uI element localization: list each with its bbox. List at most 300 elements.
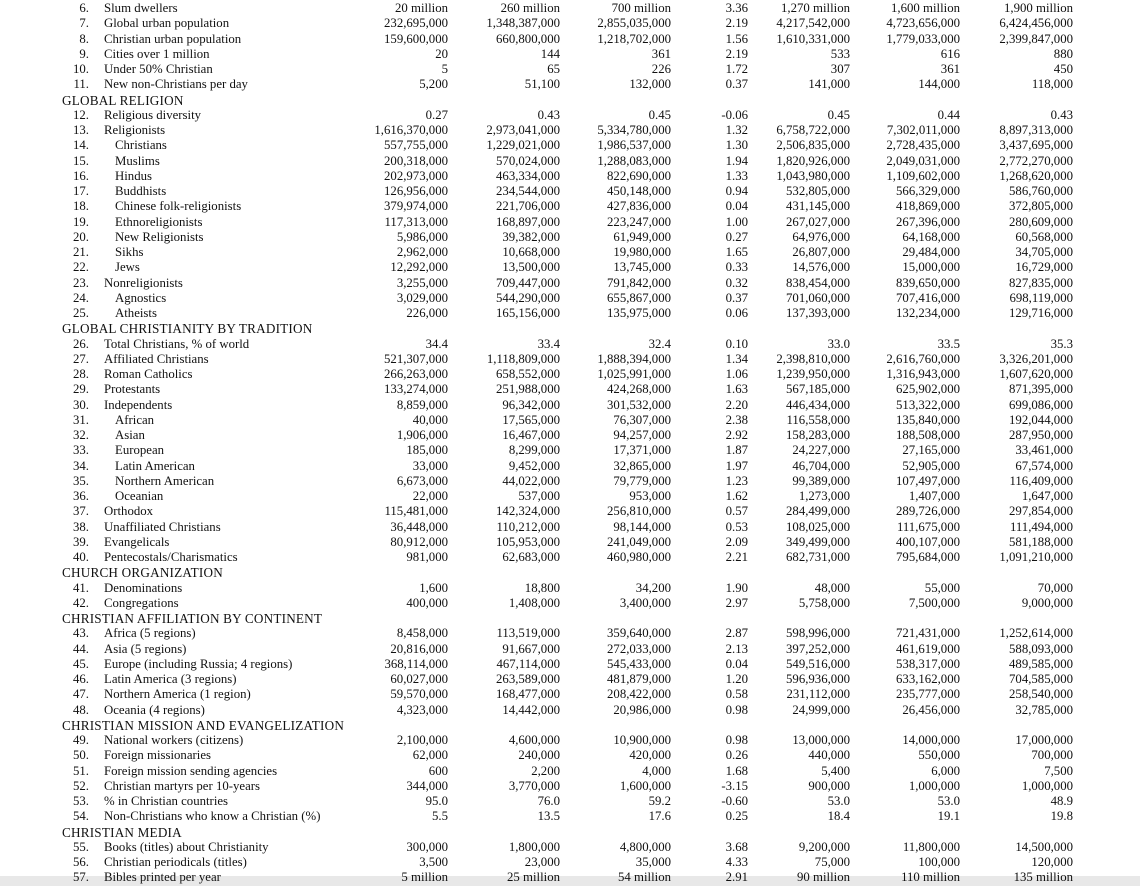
value-cell: 6,758,722,000 — [776, 123, 850, 137]
value-cell: 5,758,000 — [798, 595, 850, 610]
value-cell: 586,760,000 — [1009, 184, 1073, 198]
table-row — [0, 428, 1140, 443]
row-number: 33. — [73, 443, 89, 458]
value-cell: 5 — [441, 62, 448, 76]
value-cell: 3.68 — [725, 839, 748, 854]
value-cell: 1,647,000 — [1021, 489, 1073, 503]
value-cell: 118,000 — [1031, 77, 1073, 92]
value-cell: 95.0 — [425, 794, 448, 808]
value-cell: 1.63 — [725, 382, 748, 397]
row-number: 55. — [73, 839, 89, 854]
value-cell: 221,706,000 — [496, 199, 560, 214]
row-label: Christians — [115, 138, 167, 153]
value-cell: 12,292,000 — [390, 260, 448, 275]
value-cell: 1,820,926,000 — [776, 153, 850, 168]
value-cell: 5,986,000 — [396, 229, 448, 244]
value-cell: 135,840,000 — [896, 412, 960, 427]
table-row — [0, 352, 1140, 367]
row-label: Northern American — [115, 473, 215, 488]
table-row — [0, 474, 1140, 489]
value-cell: 19.1 — [937, 809, 960, 824]
value-cell: 116,409,000 — [1009, 473, 1073, 488]
value-cell: 132,000 — [629, 77, 671, 92]
value-cell: 64,168,000 — [902, 229, 960, 244]
value-cell: 105,953,000 — [496, 534, 560, 549]
value-cell: 13,745,000 — [613, 260, 671, 275]
row-label: Non-Christians who know a Christian (%) — [104, 809, 321, 824]
value-cell: 223,247,000 — [607, 214, 671, 229]
table-row — [0, 779, 1140, 794]
row-number: 41. — [73, 580, 89, 595]
value-cell: 400,107,000 — [896, 534, 960, 549]
value-cell: 67,574,000 — [1015, 458, 1073, 473]
value-cell: 0.25 — [725, 809, 748, 824]
value-cell: 431,145,000 — [786, 199, 850, 214]
value-cell: 4,600,000 — [508, 733, 560, 747]
value-cell: 33.0 — [827, 336, 850, 351]
value-cell: 108,025,000 — [786, 519, 850, 534]
row-label: Slum dwellers — [104, 1, 178, 15]
value-cell: 953,000 — [629, 489, 671, 503]
value-cell: 33,461,000 — [1015, 443, 1073, 458]
value-cell: 17.6 — [648, 809, 671, 824]
value-cell: 1,610,331,000 — [776, 31, 850, 46]
table-row — [0, 123, 1140, 138]
value-cell: 570,024,000 — [496, 153, 560, 168]
table-row — [0, 642, 1140, 657]
value-cell: 537,000 — [518, 489, 560, 503]
value-cell: 361 — [940, 62, 960, 76]
value-cell: 359,640,000 — [607, 626, 671, 641]
value-cell: 64,976,000 — [792, 229, 850, 244]
row-label: Europe (including Russia; 4 regions) — [104, 656, 293, 671]
value-cell: 2.21 — [725, 550, 748, 564]
value-cell: 5,400 — [821, 763, 850, 778]
value-cell: 165,156,000 — [496, 306, 560, 320]
value-cell: 301,532,000 — [607, 397, 671, 412]
row-number: 12. — [73, 107, 89, 122]
value-cell: 2.92 — [725, 428, 748, 442]
row-label: Books (titles) about Christianity — [104, 839, 269, 854]
value-cell: 159,600,000 — [384, 31, 448, 46]
table-row — [0, 245, 1140, 260]
row-label: Congregations — [104, 595, 179, 610]
section-heading: CHRISTIAN MEDIA — [62, 824, 182, 840]
value-cell: 0.94 — [725, 184, 748, 198]
value-cell: 420,000 — [629, 748, 671, 763]
value-cell: 5,200 — [419, 77, 448, 92]
section-heading: GLOBAL RELIGION — [62, 92, 184, 108]
value-cell: 158,283,000 — [786, 428, 850, 442]
row-number: 43. — [73, 626, 89, 641]
value-cell: 2,973,041,000 — [486, 123, 560, 137]
value-cell: 20,816,000 — [390, 641, 448, 656]
value-cell: 26,456,000 — [902, 702, 960, 717]
value-cell: 0.45 — [827, 107, 850, 122]
value-cell: 267,027,000 — [786, 214, 850, 229]
table-row — [0, 276, 1140, 291]
row-number: 14. — [73, 138, 89, 153]
value-cell: 1.94 — [725, 153, 748, 168]
value-cell: 260 million — [500, 1, 560, 15]
row-label: Roman Catholics — [104, 367, 193, 381]
value-cell: 62,000 — [412, 748, 448, 763]
table-row — [0, 504, 1140, 519]
row-label: Northern America (1 region) — [104, 687, 251, 702]
value-cell: 1,616,370,000 — [374, 123, 448, 137]
value-cell: 460,980,000 — [607, 550, 671, 564]
value-cell: 61,949,000 — [613, 229, 671, 244]
row-number: 46. — [73, 672, 89, 686]
value-cell: 1,270 million — [781, 1, 850, 15]
value-cell: 0.58 — [725, 687, 748, 702]
value-cell: 126,956,000 — [384, 184, 448, 198]
row-number: 10. — [73, 62, 89, 76]
table-row — [0, 62, 1140, 77]
value-cell: 0.43 — [1050, 107, 1073, 122]
value-cell: 90 million — [797, 870, 850, 885]
value-cell: 18,800 — [524, 580, 560, 595]
value-cell: 60,568,000 — [1015, 229, 1073, 244]
value-cell: 59.2 — [648, 794, 671, 808]
row-number: 50. — [73, 748, 89, 763]
value-cell: 1.34 — [725, 351, 748, 366]
value-cell: 8,859,000 — [396, 397, 448, 412]
table-row — [0, 520, 1140, 535]
row-number: 16. — [73, 168, 89, 183]
value-cell: 361 — [651, 46, 671, 61]
value-cell: 1.65 — [725, 245, 748, 259]
value-cell: 2,728,435,000 — [886, 138, 960, 153]
value-cell: 24,999,000 — [792, 702, 850, 717]
value-cell: 52,905,000 — [902, 458, 960, 473]
value-cell: 14,500,000 — [1015, 839, 1073, 854]
value-cell: 1,779,033,000 — [886, 31, 960, 46]
row-label: Under 50% Christian — [104, 62, 213, 76]
value-cell: 871,395,000 — [1009, 382, 1073, 397]
value-cell: 1,000,000 — [1021, 778, 1073, 793]
value-cell: -3.15 — [721, 778, 748, 793]
value-cell: 1,025,991,000 — [597, 367, 671, 381]
value-cell: 1.62 — [725, 489, 748, 503]
value-cell: 0.37 — [725, 77, 748, 92]
section-heading: GLOBAL CHRISTIANITY BY TRADITION — [62, 321, 313, 337]
table-row — [0, 413, 1140, 428]
row-number: 9. — [79, 46, 89, 61]
row-label: Christian periodicals (titles) — [104, 855, 247, 869]
table-row — [0, 443, 1140, 458]
value-cell: 135 million — [1013, 870, 1073, 885]
row-number: 34. — [73, 458, 89, 473]
value-cell: 2.87 — [725, 626, 748, 641]
value-cell: 2,772,270,000 — [999, 153, 1073, 168]
value-cell: 3,400,000 — [619, 595, 671, 610]
value-cell: 32,865,000 — [613, 458, 671, 473]
value-cell: 1.87 — [725, 443, 748, 458]
value-cell: 8,897,313,000 — [999, 123, 1073, 137]
value-cell: 4,723,656,000 — [886, 16, 960, 31]
value-cell: 168,897,000 — [496, 214, 560, 229]
value-cell: 53.0 — [937, 794, 960, 808]
value-cell: 1.97 — [725, 458, 748, 473]
value-cell: 550,000 — [918, 748, 960, 763]
value-cell: 538,317,000 — [896, 656, 960, 671]
row-label: Sikhs — [115, 245, 144, 259]
row-label: Affiliated Christians — [104, 351, 209, 366]
row-number: 42. — [73, 595, 89, 610]
value-cell: 46,704,000 — [792, 458, 850, 473]
value-cell: 2.20 — [725, 397, 748, 412]
value-cell: 700,000 — [1031, 748, 1073, 763]
value-cell: 1,600 million — [891, 1, 960, 15]
value-cell: 400,000 — [406, 595, 448, 610]
value-cell: 144,000 — [918, 77, 960, 92]
value-cell: 29,484,000 — [902, 245, 960, 259]
table-row — [0, 382, 1140, 397]
value-cell: 616 — [940, 46, 960, 61]
value-cell: 272,033,000 — [607, 641, 671, 656]
table-row — [0, 154, 1140, 169]
value-cell: 3,029,000 — [396, 290, 448, 305]
value-cell: 17,000,000 — [1015, 733, 1073, 747]
value-cell: 0.44 — [937, 107, 960, 122]
value-cell: 110 million — [901, 870, 960, 885]
value-cell: 838,454,000 — [786, 275, 850, 290]
table-row — [0, 672, 1140, 687]
value-cell: 241,049,000 — [607, 534, 671, 549]
value-cell: 707,416,000 — [896, 290, 960, 305]
value-cell: 53.0 — [827, 794, 850, 808]
value-cell: 5 million — [401, 870, 448, 885]
table-row — [0, 108, 1140, 123]
table-row — [0, 581, 1140, 596]
value-cell: 6,424,456,000 — [999, 16, 1073, 31]
value-cell: 450 — [1053, 62, 1073, 76]
value-cell: 0.06 — [725, 306, 748, 320]
value-cell: 188,508,000 — [896, 428, 960, 442]
value-cell: 18.4 — [827, 809, 850, 824]
value-cell: 545,433,000 — [607, 656, 671, 671]
value-cell: 4,323,000 — [396, 702, 448, 717]
row-label: Cities over 1 million — [104, 46, 210, 61]
value-cell: 2,049,031,000 — [886, 153, 960, 168]
row-number: 51. — [73, 763, 89, 778]
row-label: Unaffiliated Christians — [104, 519, 221, 534]
value-cell: 0.32 — [725, 275, 748, 290]
value-cell: 1,986,537,000 — [597, 138, 671, 153]
table-row — [0, 764, 1140, 779]
value-cell: 27,165,000 — [902, 443, 960, 458]
value-cell: 1.33 — [725, 168, 748, 183]
value-cell: 192,044,000 — [1009, 412, 1073, 427]
value-cell: 75,000 — [814, 855, 850, 869]
value-cell: 94,257,000 — [613, 428, 671, 442]
table-row — [0, 169, 1140, 184]
value-cell: 557,755,000 — [384, 138, 448, 153]
row-number: 28. — [73, 367, 89, 381]
value-cell: 20,986,000 — [613, 702, 671, 717]
value-cell: 0.45 — [648, 107, 671, 122]
value-cell: 446,434,000 — [786, 397, 850, 412]
row-number: 29. — [73, 382, 89, 397]
value-cell: 2.19 — [725, 46, 748, 61]
value-cell: 2,100,000 — [396, 733, 448, 747]
value-cell: 3,500 — [419, 855, 448, 869]
table-row — [0, 367, 1140, 382]
row-label: Asian — [115, 428, 145, 442]
value-cell: 0.43 — [537, 107, 560, 122]
row-number: 6. — [79, 1, 89, 15]
row-number: 53. — [73, 794, 89, 808]
value-cell: 1,316,943,000 — [886, 367, 960, 381]
row-number: 44. — [73, 641, 89, 656]
value-cell: 117,313,000 — [384, 214, 448, 229]
row-label: Global urban population — [104, 16, 230, 31]
table-row — [0, 794, 1140, 809]
value-cell: 368,114,000 — [384, 656, 448, 671]
value-cell: 1,600 — [419, 580, 448, 595]
value-cell: 116,558,000 — [786, 412, 850, 427]
value-cell: 289,726,000 — [896, 504, 960, 519]
value-cell: 0.26 — [725, 748, 748, 763]
value-cell: 7,500,000 — [908, 595, 960, 610]
row-number: 11. — [73, 77, 89, 92]
row-number: 30. — [73, 397, 89, 412]
value-cell: 60,027,000 — [390, 672, 448, 686]
value-cell: 1,800,000 — [508, 839, 560, 854]
row-label: Nonreligionists — [104, 275, 183, 290]
value-cell: 33.5 — [937, 336, 960, 351]
value-cell: 596,936,000 — [786, 672, 850, 686]
value-cell: 8,299,000 — [508, 443, 560, 458]
value-cell: 1.32 — [725, 123, 748, 137]
value-cell: 200,318,000 — [384, 153, 448, 168]
value-cell: 625,902,000 — [896, 382, 960, 397]
value-cell: 379,974,000 — [384, 199, 448, 214]
row-label: Orthodox — [104, 504, 154, 519]
table-row — [0, 657, 1140, 672]
value-cell: 700 million — [611, 1, 671, 15]
value-cell: 168,477,000 — [496, 687, 560, 702]
table-row — [0, 855, 1140, 870]
value-cell: 1.56 — [725, 31, 748, 46]
value-cell: 142,324,000 — [496, 504, 560, 519]
value-cell: 16,467,000 — [502, 428, 560, 442]
value-cell: 2.19 — [725, 16, 748, 31]
value-cell: 76.0 — [537, 794, 560, 808]
table-row — [0, 809, 1140, 824]
value-cell: 48,000 — [814, 580, 850, 595]
value-cell: 699,086,000 — [1009, 397, 1073, 412]
value-cell: 8,458,000 — [396, 626, 448, 641]
table-row — [0, 398, 1140, 413]
value-cell: 100,000 — [918, 855, 960, 869]
value-cell: 99,389,000 — [792, 473, 850, 488]
row-number: 37. — [73, 504, 89, 519]
value-cell: 51,100 — [524, 77, 560, 92]
row-number: 17. — [73, 184, 89, 198]
value-cell: 489,585,000 — [1009, 656, 1073, 671]
row-label: Muslims — [115, 153, 160, 168]
value-cell: 3,326,201,000 — [999, 351, 1073, 366]
table-row — [0, 840, 1140, 855]
value-cell: 2.91 — [725, 870, 748, 885]
value-cell: 96,342,000 — [502, 397, 560, 412]
row-label: Atheists — [115, 306, 157, 320]
value-cell: 709,447,000 — [496, 275, 560, 290]
row-number: 24. — [73, 290, 89, 305]
value-cell: 10,900,000 — [613, 733, 671, 747]
value-cell: 34,200 — [635, 580, 671, 595]
value-cell: 111,675,000 — [896, 519, 960, 534]
row-number: 31. — [73, 412, 89, 427]
value-cell: 2,506,835,000 — [776, 138, 850, 153]
table-row — [0, 291, 1140, 306]
value-cell: 1,229,021,000 — [486, 138, 560, 153]
row-number: 26. — [73, 336, 89, 351]
mission-statistics-table — [0, 1, 1140, 886]
value-cell: 16,729,000 — [1015, 260, 1073, 275]
value-cell: 14,000,000 — [902, 733, 960, 747]
value-cell: 15,000,000 — [902, 260, 960, 275]
value-cell: 234,544,000 — [496, 184, 560, 198]
value-cell: 232,695,000 — [384, 16, 448, 31]
value-cell: 115,481,000 — [384, 504, 448, 519]
value-cell: 9,200,000 — [798, 839, 850, 854]
row-label: Independents — [104, 397, 173, 412]
value-cell: 132,234,000 — [896, 306, 960, 320]
row-label: European — [115, 443, 165, 458]
section-heading: CHRISTIAN AFFILIATION BY CONTINENT — [62, 611, 323, 626]
value-cell: 0.98 — [725, 733, 748, 747]
value-cell: 44,022,000 — [502, 473, 560, 488]
value-cell: 9,000,000 — [1021, 595, 1073, 610]
value-cell: 839,650,000 — [896, 275, 960, 290]
value-cell: 3,437,695,000 — [999, 138, 1073, 153]
row-label: Oceania (4 regions) — [104, 702, 205, 717]
value-cell: 1.00 — [725, 214, 748, 229]
value-cell: 4.33 — [725, 855, 748, 869]
value-cell: 1,252,614,000 — [999, 626, 1073, 641]
value-cell: 226,000 — [406, 306, 448, 320]
value-cell: 2,616,760,000 — [886, 351, 960, 366]
value-cell: 110,212,000 — [496, 519, 560, 534]
value-cell: 1,239,950,000 — [776, 367, 850, 381]
value-cell: 35.3 — [1050, 336, 1073, 351]
value-cell: 1,109,602,000 — [886, 168, 960, 183]
value-cell: 532,805,000 — [786, 184, 850, 198]
row-number: 48. — [73, 702, 89, 717]
row-number: 47. — [73, 687, 89, 702]
row-number: 54. — [73, 809, 89, 824]
value-cell: 135,975,000 — [607, 306, 671, 320]
value-cell: 0.57 — [725, 504, 748, 519]
value-cell: 13,500,000 — [502, 260, 560, 275]
value-cell: 567,185,000 — [786, 382, 850, 397]
value-cell: 658,552,000 — [496, 367, 560, 381]
row-number: 15. — [73, 153, 89, 168]
table-row — [0, 703, 1140, 718]
value-cell: 461,619,000 — [896, 641, 960, 656]
value-cell: 588,093,000 — [1009, 641, 1073, 656]
value-cell: 267,396,000 — [896, 214, 960, 229]
value-cell: 19.8 — [1050, 809, 1073, 824]
row-number: 18. — [73, 199, 89, 214]
value-cell: 55,000 — [924, 580, 960, 595]
row-label: Christian urban population — [104, 31, 242, 46]
value-cell: 655,867,000 — [607, 290, 671, 305]
row-label: New non-Christians per day — [104, 77, 248, 92]
